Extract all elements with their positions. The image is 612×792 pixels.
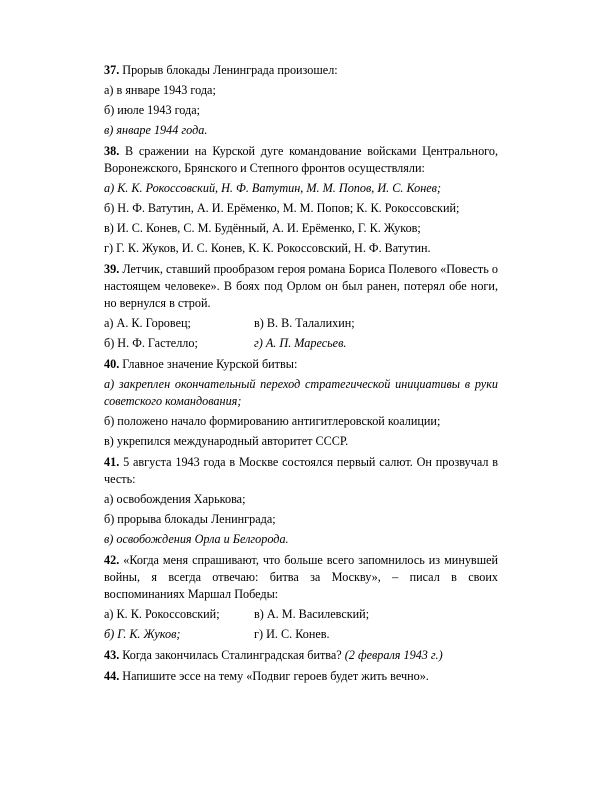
options-row-1 bbox=[104, 606, 498, 623]
option-c: в) укрепился международный авторитет СССР. bbox=[104, 434, 349, 448]
question-number: 37. bbox=[104, 63, 120, 77]
question-text: 5 августа 1943 года в Москве состоялся первый салют. Он прозвучал в честь: bbox=[104, 455, 499, 486]
option-a-correct: а) закреплен окончательный переход стратегической инициативы в руки советского командования; bbox=[104, 377, 498, 408]
question-text: Когда закончилась Сталинградская битва? bbox=[122, 648, 342, 662]
option-c: в) В. В. Талалихин; bbox=[254, 316, 355, 330]
question-number: 43. bbox=[104, 648, 120, 662]
options-row-2 bbox=[104, 626, 498, 643]
question-41 bbox=[104, 454, 498, 488]
option-d: г) Г. К. Жуков, И. С. Конев, К. К. Рокоссовский, Н. Ф. Ватутин. bbox=[104, 241, 431, 255]
option-c-correct: в) освобождения Орла и Белгорода. bbox=[104, 532, 289, 546]
option-a: а) К. К. Рокоссовский; bbox=[104, 607, 220, 621]
option-a-correct: а) К. К. Рокоссовский, Н. Ф. Ватутин, М. М. Попов, И. С. Конев; bbox=[104, 181, 442, 195]
question-text: Прорыв блокады Ленинграда произошел: bbox=[122, 63, 338, 77]
option-a: а) А. К. Горовец; bbox=[104, 316, 191, 330]
question-42 bbox=[104, 552, 498, 603]
question-text: Напишите эссе на тему «Подвиг героев будет жить вечно». bbox=[122, 669, 429, 683]
option-b: б) Н. Ф. Гастелло; bbox=[104, 336, 198, 350]
answer-text: (2 февраля 1943 г.) bbox=[344, 648, 443, 662]
quiz-content bbox=[104, 58, 498, 685]
option-b: б) Н. Ф. Ватутин, А. И. Ерёменко, М. М. Попов; К. К. Рокоссовский; bbox=[104, 201, 460, 215]
option-b: б) положено начало формированию антигитлеровской коалиции; bbox=[104, 414, 441, 428]
question-text: Летчик, ставший прообразом героя романа Бориса Полевого «Повесть о настоящем человеке». В боях под Орлом он был ранен, потерял обе ноги, но вернулся в строй. bbox=[104, 262, 498, 310]
option-a: а) освобождения Харькова; bbox=[104, 492, 246, 506]
question-number: 40. bbox=[104, 357, 120, 371]
option-b: б) июле 1943 года; bbox=[104, 103, 201, 117]
option-c: в) А. М. Василевский; bbox=[254, 607, 370, 621]
question-number: 38. bbox=[104, 144, 120, 158]
option-c: в) И. С. Конев, С. М. Будённый, А. И. Ерёменко, Г. К. Жуков; bbox=[104, 221, 421, 235]
question-text: Главное значение Курской битвы: bbox=[122, 357, 298, 371]
question-40 bbox=[104, 356, 498, 373]
question-39 bbox=[104, 261, 498, 312]
option-b: б) прорыва блокады Ленинграда; bbox=[104, 512, 276, 526]
option-d-correct: г) А. П. Маресьев. bbox=[254, 336, 347, 350]
option-b-correct: б) Г. К. Жуков; bbox=[104, 627, 181, 641]
question-44 bbox=[104, 668, 498, 685]
question-text: В сражении на Курской дуге командование войсками Центрального, Воронежского, Брянского и Степного фронтов осуществляли: bbox=[104, 144, 498, 175]
question-43 bbox=[104, 647, 498, 664]
question-number: 44. bbox=[104, 669, 120, 683]
option-c-correct: в) январе 1944 года. bbox=[104, 123, 208, 137]
question-number: 39. bbox=[104, 262, 120, 276]
question-37 bbox=[104, 62, 498, 79]
option-d: г) И. С. Конев. bbox=[254, 627, 330, 641]
options-row-2 bbox=[104, 335, 498, 352]
question-number: 41. bbox=[104, 455, 120, 469]
option-a: а) в январе 1943 года; bbox=[104, 83, 216, 97]
options-row-1 bbox=[104, 315, 498, 332]
question-38 bbox=[104, 143, 498, 177]
question-text: «Когда меня спрашивают, что больше всего запомнилось из минувшей войны, я всегда отвечаю: битва за Москву», – писал в своих воспоминаниях Маршал Победы: bbox=[104, 553, 499, 601]
question-number: 42. bbox=[104, 553, 120, 567]
